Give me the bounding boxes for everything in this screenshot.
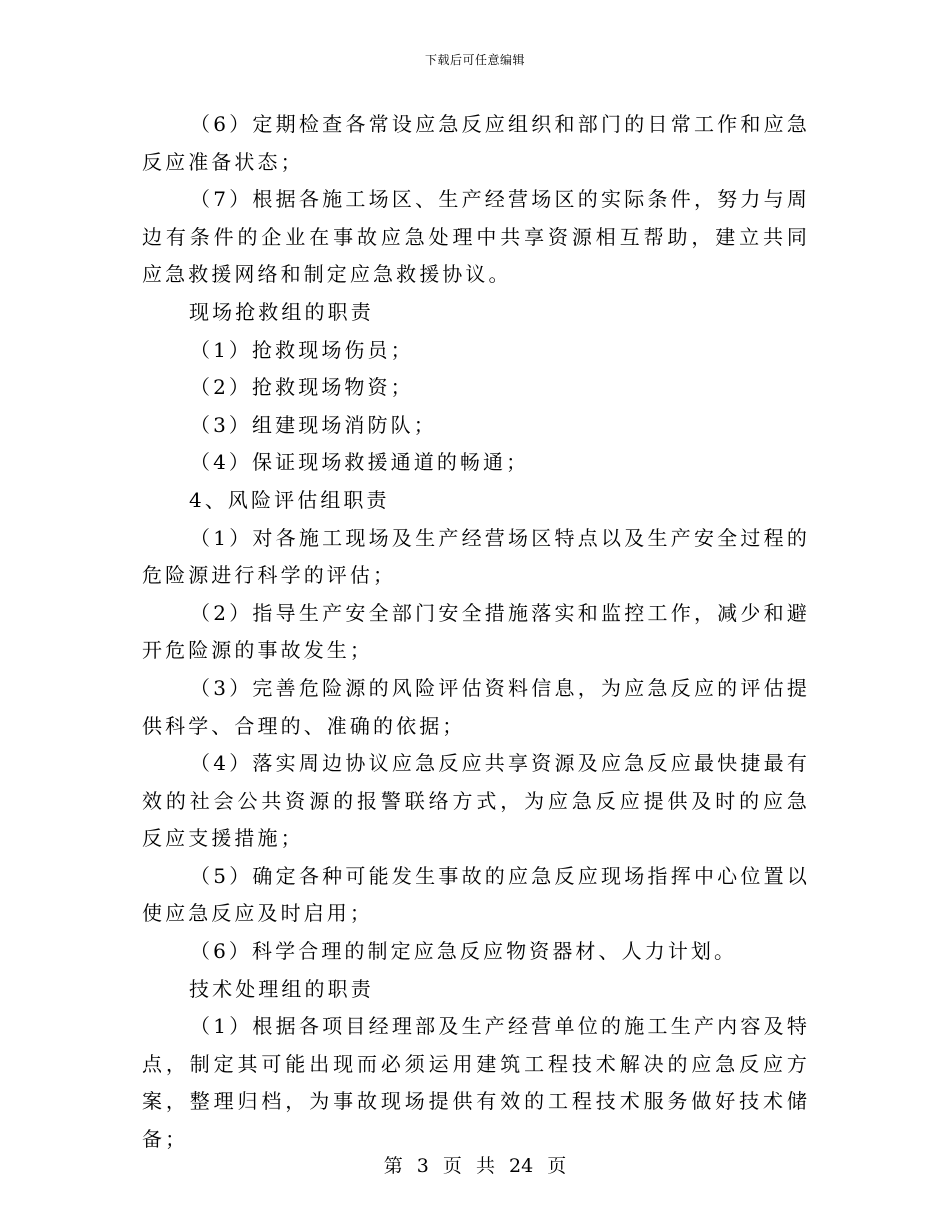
paragraph-risk-4: （4）落实周边协议应急反应共享资源及应急反应最快捷最有效的社会公共资源的报警联络方式，为应急反应提供及时的应急反应支援措施；	[142, 751, 810, 851]
footer-prefix: 第	[383, 1155, 403, 1177]
paragraph-rescue-2: （2）抢救现场物资；	[190, 375, 414, 400]
document-body	[142, 106, 810, 1159]
paragraph-item-6-inspection: （6）定期检查各常设应急反应组织和部门的日常工作和应急反应准备状态；	[142, 112, 810, 174]
paragraph-risk-1: （1）对各施工现场及生产经营场区特点以及生产安全过程的危险源进行科学的评估；	[142, 525, 810, 588]
current-page-number: 3	[416, 1155, 429, 1177]
section-heading-rescue-team: 现场抢救组的职责	[189, 299, 374, 324]
paragraph-rescue-3: （3）组建现场消防队；	[190, 412, 437, 437]
total-page-count: 24	[509, 1155, 534, 1177]
paragraph-technical-1: （1）根据各项目经理部及生产经营单位的施工生产内容及特点，制定其可能出现而必须运用建筑工程技术解决的应急反应方案，整理归档，为事故现场提供有效的工程技术服务做好技术储备；	[142, 1014, 810, 1152]
paragraph-risk-3: （3）完善危险源的风险评估资料信息，为应急反应的评估提供科学、合理的、准确的依据；	[142, 675, 810, 738]
paragraph-item-7-resource-sharing: （7）根据各施工场区、生产经营场区的实际条件，努力与周边有条件的企业在事故应急处理中共享资源相互帮助，建立共同应急救援网络和制定应急救援协议。	[142, 187, 810, 287]
paragraph-rescue-1: （1）抢救现场伤员；	[190, 337, 414, 362]
footer-suffix: 页	[547, 1155, 567, 1177]
section-heading-risk-assessment: 4、风险评估组职责	[189, 487, 390, 512]
page-number-footer	[0, 1154, 950, 1178]
paragraph-rescue-4: （4）保证现场救援通道的畅通；	[190, 450, 530, 475]
paragraph-risk-6: （6）科学合理的制定应急反应物资器材、人力计划。	[190, 939, 738, 964]
footer-total-word: 共	[475, 1155, 495, 1177]
page-header: 下载后可任意编辑	[424, 53, 525, 67]
section-heading-technical-team: 技术处理组的职责	[189, 976, 374, 1001]
paragraph-risk-5: （5）确定各种可能发生事故的应急反应现场指挥中心位置以使应急反应及时启用；	[142, 863, 810, 926]
paragraph-risk-2: （2）指导生产安全部门安全措施落实和监控工作，减少和避开危险源的事故发生；	[142, 600, 810, 663]
footer-page-word: 页	[442, 1155, 462, 1177]
